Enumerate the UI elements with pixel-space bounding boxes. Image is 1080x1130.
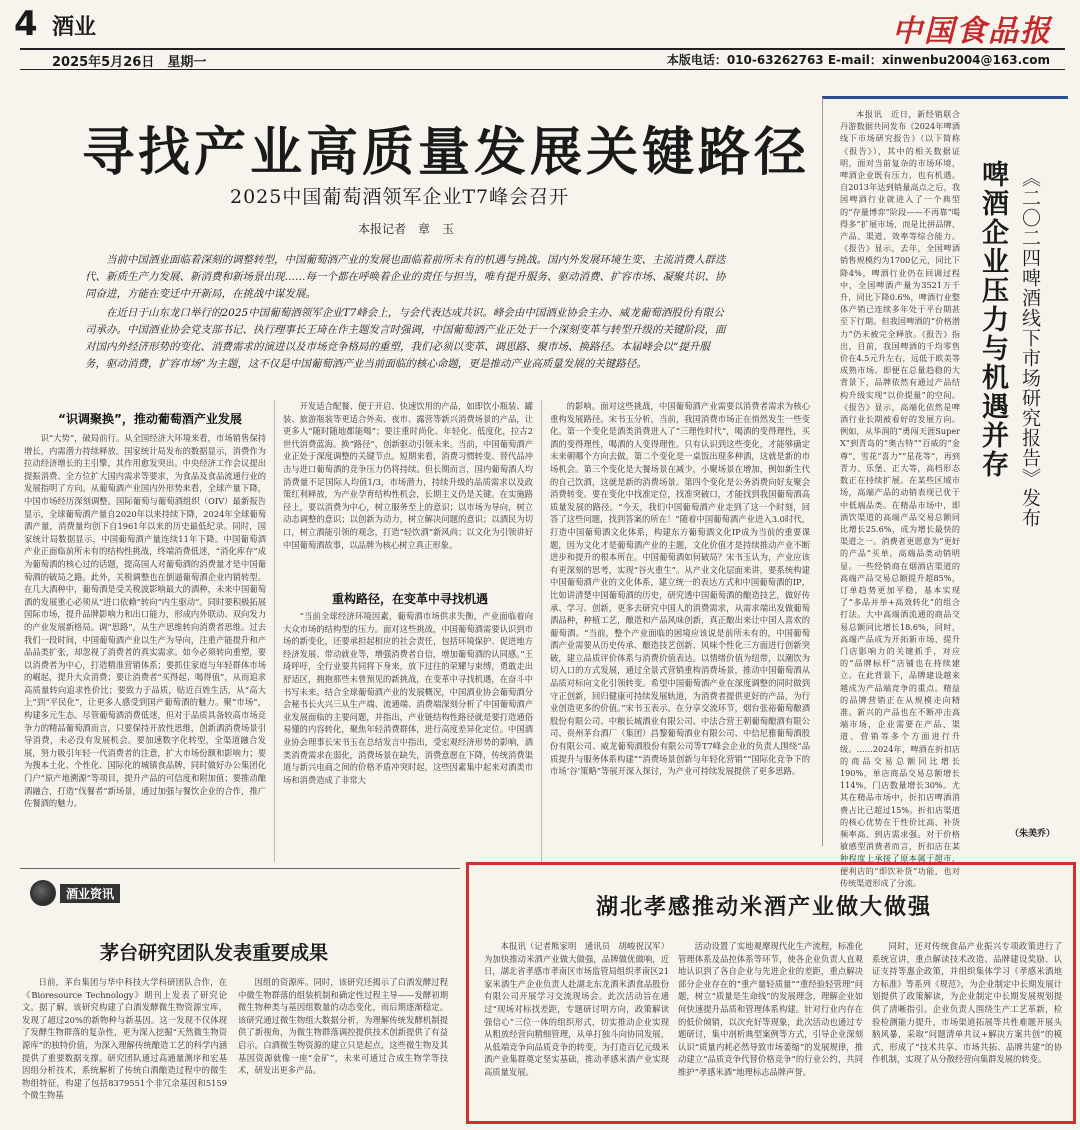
- intro-paragraph: 当前中国酒业面临着深刻的调整转型，中国葡萄酒产业的发展也面临着前所未有的机遇与挑战。国内外发展环境生变、主流消费人群迭代、新质生产力发展、新消费和新场景出现……每一个都在呼唤着企业的责任与担当，唯有提升服务、驱动消费、扩容市场、凝聚共识、协同奋进，方能在变迁中开新局，在挑战中谋发展。: [85, 254, 726, 300]
- hubei-column-1: 本报讯（记者熊家明 通讯员 胡峻祝汉军）为加快推动米酒产业做大做强，品牌做优做响，近日，湖北省孝感市孝南区市场监管局组织孝南区21家米酒生产企业负责人赴湖北东龙酒米酒食品股份有限公司开展学习交流现场会。此次活动旨在通过“现场对标找差距，专题研讨明方向，政策解读强信心”三位一体的组织形式，切实推动企业实现从粗放经营向精细管理，从单打独斗向协同发展，从低端竞争向品质竞争的转变，为打造百亿元级米酒产业集群奠定坚实基础，推动孝感米酒产业实现高质量发展。: [484, 941, 669, 1077]
- news-brief-label: 酒业资讯: [60, 884, 120, 903]
- newspaper-logo: 中国食品报: [892, 14, 1052, 49]
- lead-title: 寻找产业高质量发展关键路径: [82, 122, 811, 183]
- section-heading-2: 重构路径，在变革中寻找机遇: [331, 592, 488, 606]
- lead-subtitle: 2025中国葡萄酒领军企业T7峰会召开: [230, 186, 570, 208]
- moutai-column-1: 日前，茅台集团与华中科技大学科研团队合作，在《Bioresource Technology》期刊上发表了研究论文。据了解，该研究构建了白酒发酵微生物资源宝库，发现了超过20%的新物种与新基因。这一发现不仅体现了发酵生物群落的复杂性，更为深入挖掘“天然微生物资源库”的独特价值，为深入理解传统酿造工艺的科学内涵提供了重要数据支撑。研究团队通过高通量测序和宏基因组分析技术，系统解析了传统白酒酿造过程中的微生物组特征，构建了包括8379551个非冗余基因和5159个微生物基: [22, 977, 227, 1101]
- hubei-column-2: 活动设置了实地观摩现代化生产流程，标准化管理体系及品控体系等环节，使各企业负责人直观地认识到了各自企业与先进企业的差距，重点解决部分企业存在的“重产量轻质量”“重经验轻管理”问题，树立“质量是生命线”的发展理念，理解企业如何快速提升品质和管理体系构建。针对行业内存在的低价倾销，以次充好等现象，此次活动也通过专题研讨，集中剖析典型案例等方式，引导企业深刻认识“质量内耗必然导致市场萎缩”的发展规律，推动建立“品质竞争代替价格竞争”的行业公约，共同维护“孝感米酒”地理标志品牌声誉。: [678, 941, 863, 1077]
- hubei-column-3: 同时，还对传统食品产业振兴专项政策进行了系统宣讲，重点解读技术改造、品牌建设奖励、认证支持等惠企政策，并组织集体学习《孝感米酒地方标准》等系列《规范》，为企业制定中长期发展计划提供了政策解读，为企业制定中长期发展规划提供了清晰指引。企业负责人围绕生产工艺革新，检验检测能力提升，市场渠道拓展等共性难题开展头脑风暴，采取“问题清单共议+解决方案共创”的模式，形成了“技术共享、市场共拓、品牌共建”的协作机制，实现了从分散经营向集群发展的转变。: [872, 941, 1062, 1065]
- sidebar-body: 本报讯 近日，新经销联合丹游数据共同发布《2024年啤酒线下市场研究报告》（以下简称《报告》），其中的相关数据证明，面对当前复杂的市场环境，啤酒企业既有压力，也有机遇。自2013年达到销量高点之后，我国啤酒行业就进入了一个典型的“存量博弈”阶段——不再靠“喝得多”扩展市场，而是比拼品牌、产品、渠道、效率等综合能力。《报告》显示，去年，全国啤酒销售规模约为1700亿元，同比下降4%，啤酒行业仍在回调过程中，全国啤酒产量为3521万千升，同比下降0.6%，啤酒行业整体产销已连续多年处于平台期甚至下行期。但我国啤酒的“价格潜力”仍未被完全释放。《报告》指出，目前，我国啤酒的千均零售价在4.5元升左右，远低于欧美等成熟市场。即便在总量趋稳的大背景下，品牌依然有通过产品结构升级实现“以价提量”的空间。《报告》显示，高端化依然是啤酒行业长期被看好的发展方向。例如，从华润的“勇闯天涯Super X”到青岛的“奥古特”“百威的“金尊”、雪花“喜力”“星花等”，再到青力、乐堡、正大等，高档形态数正在持续扩展。在某些区域市场，高端产品的动销表现已优于中低端品类。在精品市场中，即酒饮渠道的高端产品交易总额同比增长25.6%，成为增长最快的渠道之一。消费者更愿意为“更好的产品”买单，高端品类动销明显。一些经销商在烟酒店渠道的高端产品交易总额提升超85%，订单趋势更加平稳，基本实现了“多品并举+高效转化”的组合打法。大中高端酒流通的商品交易总额同比增长18.6%，同时，高端产品成为开拓新市场、提升门店影响力的关键抓手，对应的“品牌标杆”店铺也在持续建立。在此背景下，品牌建设越来越成为产品端竞争的重点。精益的品牌营销正在从规模走向精准。新兴的产品也在不断冲击高端市场，企业需要在产品、渠道、营销等多个方面进行升级。……2024年，啤酒在折扣店的商品交易总额同比增长190%，单店商品交易总额增长114%，门店数量增长30%。尤其在精品市场中，折扣店啤酒消费占比已超过15%。折扣店渠道的核心优势在于性价比高、补货频率高、到店需求强。对于价格敏感型消费者而言，折扣店在某种程度上承接了原本属于超市、便利店的“即饮补货”功能，也对传统渠道形成了分流。: [840, 109, 960, 888]
- section-divider: [20, 868, 460, 869]
- sidebar-subtitle: 《二〇二四啤酒线下市场研究报告》发布: [1019, 168, 1041, 528]
- lead-column-2b: “当前全球经济环境因素，葡萄酒市场供求失衡，产业面临着向大众市场的结构型的压力。面对这些挑战，中国葡萄酒需要认识到市场的新变化，还要承担起相应的社会责任，包括环境保护、促进地方经济发展、带动就业等，增强消费者自信，增加葡萄酒的认同感。”王琦呼吁，全行业要共同将下身来，放下过往的荣耀与束缚，勇敢走出舒适区，拥抱那些未曾预见的新挑战，在变革中寻找机遇，在奋斗中书写未来。结合全球葡萄酒产业的发展概况，中国酒业协会葡萄酒分会秘书长火兴三从生产端、流通端、消费端深刻分析了中国葡萄酒产业发展面临的主要问题，并指出，产业链结构性路径就是要打造通俗易懂的内容转化，聚焦年轻消费群体，进行高度差异化定位。中国酒业协会理事长宋书玉在总结发言中指出，受宏观经济形势的影响，酒类消费需求在弱化，消费场景在缺失，消费意愿在下降，传统消费渠道与新兴电商之间的价格矛盾冲突时起，这些因素集中起来对酒类市场和消费造成了非常大: [283, 611, 533, 785]
- news-emblem-icon: [30, 880, 56, 906]
- lead-column-1: 识“大势”，破局前行。从全国经济大环境来看，市场销售保持增长，内需潜力持续释放。国家统计局发布的数据显示，消费作为拉动经济增长的主引擎，其作用愈发突出。中央经济工作会议提出提振消费、全方位扩大国内需求等要求，为食品及食品流通行业的发展指明了方向。从葡萄酒产业国内外形势来看，全球产量下降，中国市场经历深刻调整。国际葡萄与葡萄酒组织（OIV）最新报告显示，全球葡萄酒产量自2020年以来持续下降，2024年全球葡萄酒产量，消费量均创下自1961年以来的历史最低纪录。同时，国家统计局数据显示，中国葡萄酒产量连续11年下降。中国葡萄酒产业正面临前所未有的结构性挑战，终端消费低迷，“消化库存”成为葡萄酒的核心过的话题，提高国人对葡萄酒的消费量才是中国葡萄酒的破局之路。此外，关税调整也在倒逼葡萄酒企业内销转型。在几大酒种中，葡萄酒是受关税波影响最大的酒种，未来中国葡萄酒的发展重心必须从“进口依赖”转向“内生驱动”。同时要积极拓展国际市场，提升品牌影响力和出口能力，形成内外联动、双向发力的产业发展新格局。调“思路”，从生产思维转向消费者思维。过去我们一段时间，中国葡萄酒产业以生产为导向，注重产能提升和产品品类扩张，却忽视了消费者的真实需求。如今必须转向重塑，要以消费者为中心，打造精准营销体系；要抓住家庭与年轻群体市场的崛起，提升大众消费；要让消费者“买得起、喝得值”，从而追求高质量转向追求性价比；要致力于品质，贴近百姓生活，从“高大上”到“平民化”，让更多人感受到国产葡萄酒的魅力。聚“市场”，构建多元生态。尽管葡萄酒消费低迷，但对于品质具备较高市场竞争力的精品葡萄酒而言，只要保持开放性思维，创新酒消费场景引导消费，未必没有发展机会。要加速数字化转型，全渠道融合发展，努力吸引年轻一代消费者的注意，扩大市场份额和影响力；要为搜本土化、个性化、国际化的城镇食品牌，同时做好办公集团化门户“原产地溯源”等项目，提升产品的可信度和附加值；要推动酿酒融合，打造“伐餐者”新场景，通过加强与餐饮企业的合作，推广佐餐酒的魅力。: [24, 433, 266, 809]
- column-divider: [274, 400, 275, 862]
- column-divider: [541, 400, 542, 862]
- issue-date: 2025年5月26日 星期一: [52, 55, 207, 70]
- intro-paragraph: 在近日于山东龙口举行的2025中国葡萄酒领军企业T7峰会上，与会代表达成共识。峰会由中国酒业协会主办、威龙葡萄酒股份有限公司承办。中国酒业协会党支部书记、执行理事长王琦在作主题发言时强调，中国葡萄酒产业正处于一个深刻变革与转型升级的关键阶段，面对国内外经济形势的变化、消费需求的演进以及市场竞争格局的重塑，我们必须以变革、调思路、聚市场、换路径。本届峰会以“提升服务，驱动消费，扩容市场”为主题，这不仅是中国葡萄酒产业当前面临的核心命题，更是推动产业高质量发展的关键路径。: [85, 307, 726, 370]
- moutai-column-2: 因组的资源库。同时，该研究还揭示了白酒发酵过程中微生物群落的组装机制和确定性过程主导——发酵初期微生物种类与基因组数量的动态变化，而后期逐渐稳定。该研究通过微生物组大数据分析，为理解传统发酵机制提供了新视角，为微生物群落调控提供技术创新提供了有益启示。白酒微生物资源的建立只是起点，这些微生物及其基因资源就像一座“金矿”，未来可通过合成生物学等技术，研发出更多产品。: [238, 977, 448, 1076]
- hubei-title: 湖北孝感推动米酒产业做大做强: [596, 894, 933, 920]
- lead-column-3: 的影响。面对这些挑战，中国葡萄酒产业需要以消费者需求为核心重构发展路径。宋书玉分析，当前，我国消费市场正在悄然发生一些变化。第一个变化是酒类消费进入了“三理性时代”，喝酒的变得理性，买酒的变得理性，喝酒的人变得理性。只有认识到这些变化，才能够确定未来朝哪个方向去做。第二个变化是一桌饭出现多种酒，这就是新的市场机会。第三个变化是大餐场景在减少，小聚场景在增加，例如新生代的自己饮酒，这就是新的消费场景。第四个变化是公务消费向好友聚会消费转变。要在变化中找准定位，找准突破口，才能找到我国葡萄酒高质量发展的路径。“今天，我们中国葡萄酒产业走到了这一个时刻，回答了这些问题，找到答案的所在！”随着中国葡萄酒产业进入3.0时代，打造中国葡萄酒文化体系，构建东方葡萄酒文化IP成为当前的重要课题，因为文化才是葡萄酒产业的主题，文化价值才是持续推动产业不断进步和提升的根本所在。中国葡萄酒如何破局？宋书玉认为，产业应该有更深刻的思考，实现“谷火重生”。从产业文化层面来讲，要系统构建中国葡萄酒产业的文化体系，建立统一的表达方式和中国葡萄酒的IP，比如讲清楚中国葡萄酒的历史，研究透中国葡萄酒的酿造技艺，做好传承、学习、创新，更多去研究中国人的消费需求，从需求端出发做葡萄酒品种，种植工艺，酿造和产品风味创新，真正酿出来让中国人喜欢的葡萄酒。“当前，整个产业面临的困境应该说是前所未有的，中国葡萄酒产业需要从历史传承、酿造技艺创新、风味个性化三方面进行创新突破，建立品质评价体系与消费价值表达。以情绪价值为纽带，以潮饮为切入口的方式发展，通过全景式营销重构消费场景，推动中国葡萄酒从品质对标向文化引领转变。希望中国葡萄酒产业在深度调整的同时做到守正创新，回归健康可持续发展轨道，为消费者提供更好的产品，为行业创造更多的价值。”宋书玉表示。在分享交流环节，烟台张裕葡萄酿酒股份有限公司、中粮长城酒业有限公司、中法合营王朝葡萄酿酒有限公司、贵州茅台酒厂（集团）昌黎葡萄酒业有限公司、中信尼雅葡萄酒股份有限公司、威龙葡萄酒股份有限公司等T7峰会企业的负责人围绕“品质提升与服务体系构建”“消费场景创新与年轻化营销”“国际化竞争下的市场‘谷’策略”等展开深入探讨，为产业可持续发展提供了更多思路。: [550, 401, 810, 777]
- section-heading-1: “识调聚换”，推动葡萄酒产业发展: [58, 412, 242, 426]
- sidebar-title: 啤酒企业压力与机遇并存: [977, 160, 1008, 479]
- moutai-title: 茅台研究团队发表重要成果: [100, 942, 329, 964]
- lead-intro: [85, 252, 730, 375]
- lead-byline: 本报记者 章 玉: [358, 222, 455, 236]
- lead-column-2a: 开发适合配餐、便于开启、快速饮用的产品，如即饮小瓶装、罐装、旅游瓶装等更适合外卖、夜市、露营等新兴消费场景的产品，让更多人“随时随地都能喝”；要注重时尚化、年轻化、低度化，拉古2世代消费蓝海。换“路径”，创新驱动引领未来。当前，中国葡萄酒产业正处于深度调整的关键节点。短期来看，消费习惯转变、替代品冲击与进口葡萄酒的竞争压力仍将持续。但长期而言，国内葡萄酒人均消费量不足国际人均值1/3，市场潜力，持续升级的品质需求以及政策红利释放，为产业孕育结构性机会，长期主义仍是关键。在实施路径上，要以消费为中心，树立服务至上的意识；以市场为导向，树立动态调整的意识；以创新为动力，树立解决问题的意识；以酒民为切口，树立酒能引领的观念，打造“轻饮酒”新风尚；以文化为引领讲好中国葡萄酒故事，以品牌为核心树立真正形象。: [283, 401, 533, 550]
- sidebar-author: （朱美乔）: [1010, 829, 1056, 839]
- contact-info: 本版电话：010-63262763 E-mail：xinwenbu2004@163.com: [666, 53, 1050, 67]
- news-brief-tag: [30, 880, 120, 906]
- page-number: 4: [14, 4, 38, 44]
- section-name: 酒业: [52, 15, 97, 40]
